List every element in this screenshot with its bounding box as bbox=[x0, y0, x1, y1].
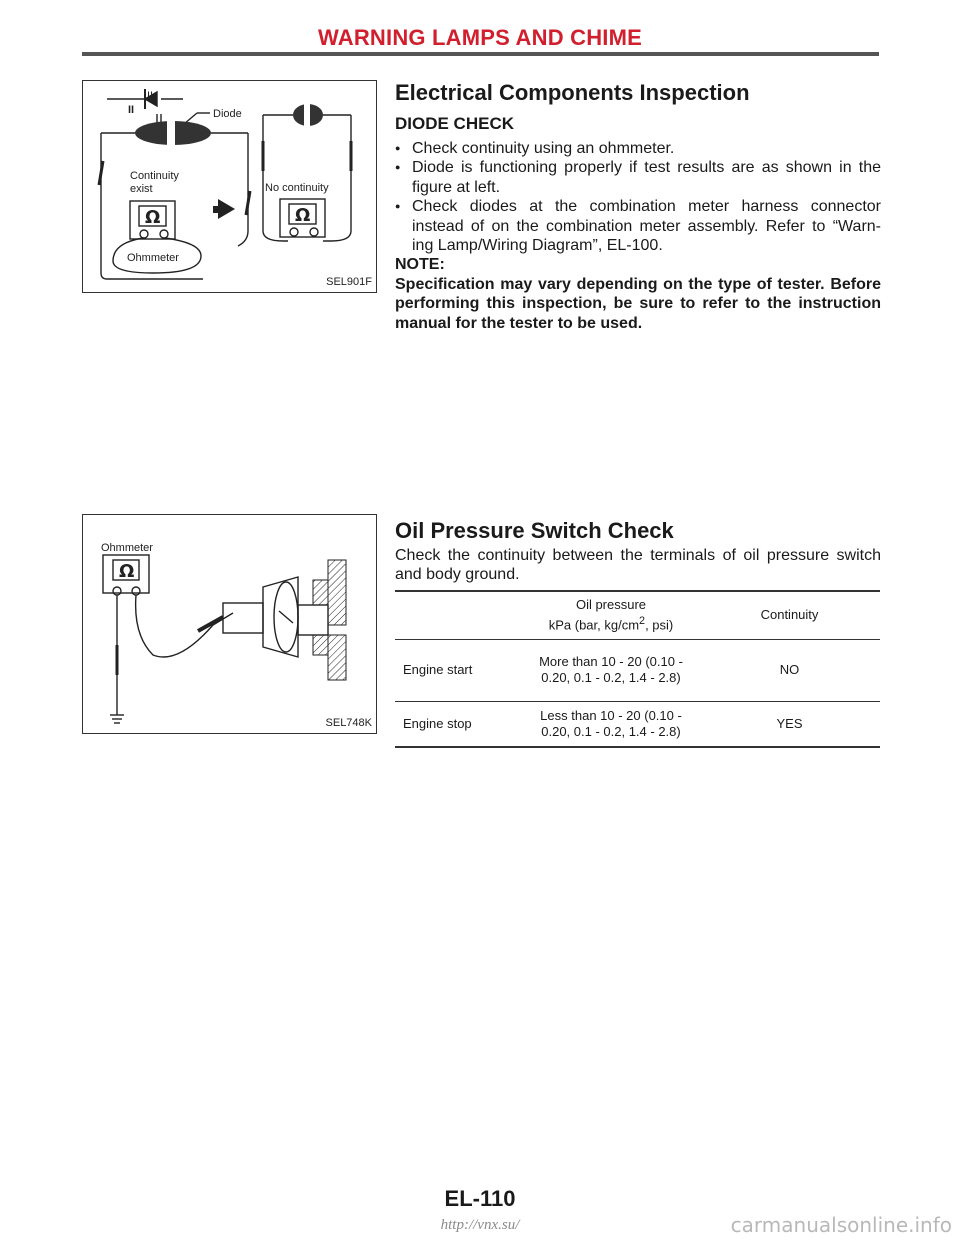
header-continuity: Continuity bbox=[760, 607, 819, 623]
header-rule bbox=[82, 52, 879, 56]
row-pressure: Less than 10 - 20 (0.10 - 0.20, 0.1 - 0.2, 1.4 - 2.8) bbox=[540, 707, 682, 739]
figure-code: SEL901F bbox=[326, 276, 372, 288]
diode-label: Diode bbox=[213, 108, 242, 120]
table-header-row bbox=[395, 591, 880, 639]
page-header-title: WARNING LAMPS AND CHIME bbox=[318, 25, 642, 50]
row-condition: Engine stop bbox=[403, 715, 472, 731]
oil-pressure-switch-diagram bbox=[83, 515, 378, 735]
ohmmeter-label: Ohmmeter bbox=[101, 542, 153, 554]
subtitle-diode-check: DIODE CHECK bbox=[395, 114, 515, 133]
page-number: EL-110 bbox=[444, 1186, 516, 1211]
section-title-oil-pressure-switch: Oil Pressure Switch Check bbox=[395, 518, 674, 543]
svg-text:II: II bbox=[147, 90, 154, 102]
note-label: NOTE: bbox=[395, 256, 445, 273]
oil-pressure-spec-table bbox=[395, 590, 880, 748]
diode-check-diagram bbox=[83, 81, 378, 294]
no-continuity-label: No continuity bbox=[265, 182, 329, 194]
header-oil-pressure-unit-end: , psi) bbox=[645, 617, 674, 633]
row-pressure: More than 10 - 20 (0.10 - 0.20, 0.1 - 0.2, 1.4 - 2.8) bbox=[539, 654, 683, 685]
header-oil-pressure-sup: 2 bbox=[639, 615, 646, 628]
footer-url[interactable]: http://vnx.su/ bbox=[440, 1217, 520, 1233]
header-oil-pressure-line1: Oil pressure bbox=[575, 597, 647, 613]
diode-check-bullets bbox=[395, 139, 881, 255]
bullet-item: ● Check diodes at the combination meter harness connector instead of on the combination meter assembly. Refer to “Warn- ing Lamp/Wiring Diagram”, EL-100. bbox=[395, 197, 881, 255]
section-title-electrical-components: Electrical Components Inspection bbox=[395, 80, 750, 105]
continuity-label-line2: exist bbox=[130, 183, 153, 195]
ohm-symbol: Ω bbox=[119, 561, 135, 582]
table-row bbox=[395, 639, 880, 701]
ohmmeter-label: Ohmmeter bbox=[127, 252, 179, 264]
diode-check-figure bbox=[82, 80, 377, 293]
oil-pressure-switch-figure bbox=[82, 514, 377, 734]
continuity-label-line1: Continuity bbox=[130, 170, 179, 182]
svg-text:II: II bbox=[128, 104, 135, 116]
figure-code: SEL748K bbox=[325, 717, 372, 729]
watermark: carmanualsonline.info bbox=[730, 1213, 952, 1237]
header-oil-pressure bbox=[523, 591, 699, 639]
row-condition: Engine start bbox=[403, 662, 473, 677]
bullet-item: ● Diode is functioning properly if test results are as shown in the figure at left. bbox=[395, 158, 881, 197]
row-continuity: NO bbox=[779, 662, 800, 677]
row-continuity: YES bbox=[776, 715, 803, 731]
table-row bbox=[395, 701, 880, 747]
bullet-item: ● Check continuity using an ohmmeter. bbox=[395, 139, 881, 158]
note-text: Specification may vary depending on the type of tester. Before performing this inspection, be sure to refer to the instruction manual for the tester to be used. bbox=[395, 276, 881, 332]
ohm-symbol-left: Ω bbox=[145, 207, 161, 228]
header-oil-pressure-unit: kPa (bar, kg/cm bbox=[548, 617, 640, 633]
header-condition bbox=[395, 591, 523, 639]
ohm-symbol-right: Ω bbox=[295, 205, 311, 226]
oil-pressure-intro: Check the continuity between the terminals of oil pressure switch and body ground. bbox=[395, 547, 881, 584]
